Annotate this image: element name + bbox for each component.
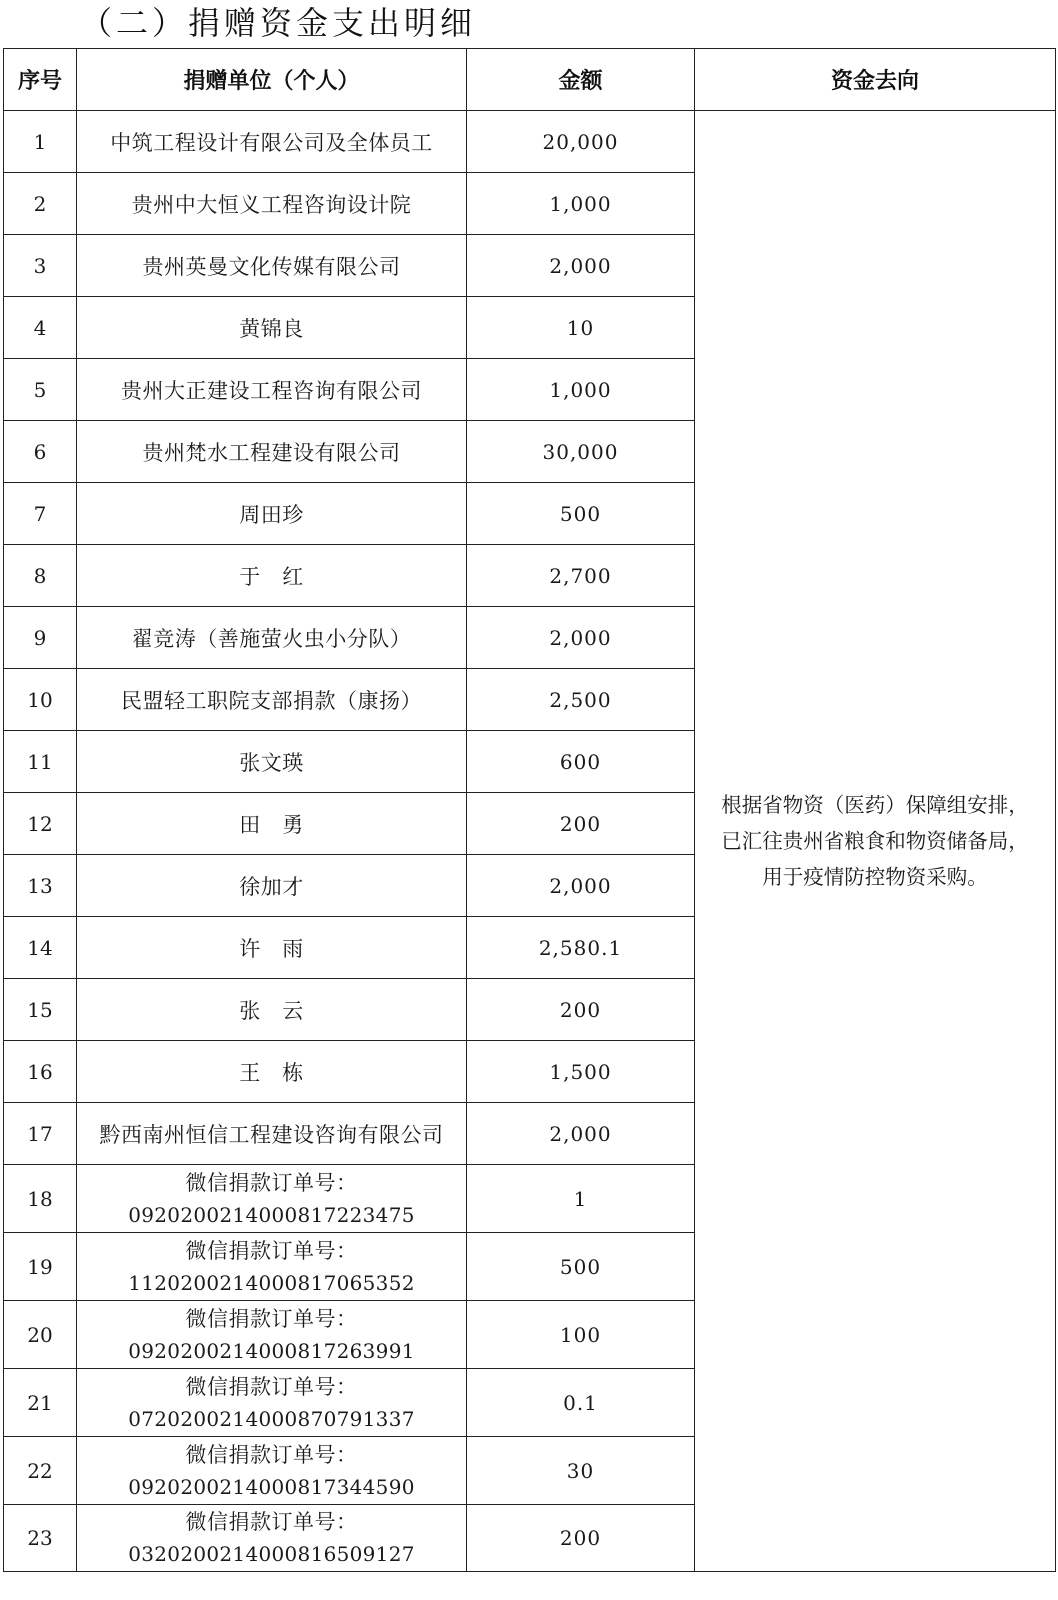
row-amount: 30,000 xyxy=(467,421,695,483)
row-seq: 19 xyxy=(4,1233,77,1301)
row-donor: 张文瑛 xyxy=(77,731,467,793)
row-amount: 200 xyxy=(467,979,695,1041)
wechat-order-number: 0320200214000816509127 xyxy=(128,1542,415,1566)
row-seq: 4 xyxy=(4,297,77,359)
wechat-order-number: 1120200214000817065352 xyxy=(128,1270,415,1295)
header-amount: 金额 xyxy=(467,49,695,111)
wechat-order-label: 微信捐款订单号： xyxy=(185,1442,358,1467)
row-seq: 8 xyxy=(4,545,77,607)
row-donor xyxy=(77,1505,467,1572)
wechat-order-number: 0720200214000870791337 xyxy=(128,1406,415,1431)
row-donor: 王 栋 xyxy=(77,1041,467,1103)
row-amount: 1,500 xyxy=(467,1041,695,1103)
row-donor: 黔西南州恒信工程建设咨询有限公司 xyxy=(77,1103,467,1165)
row-donor: 田 勇 xyxy=(77,793,467,855)
row-donor: 张 云 xyxy=(77,979,467,1041)
row-seq: 15 xyxy=(4,979,77,1041)
row-seq: 18 xyxy=(4,1165,77,1233)
row-seq: 13 xyxy=(4,855,77,917)
fund-purpose-cell xyxy=(695,111,1056,1572)
row-seq: 7 xyxy=(4,483,77,545)
row-amount: 1,000 xyxy=(467,359,695,421)
row-donor: 贵州中大恒义工程咨询设计院 xyxy=(77,173,467,235)
fund-purpose-line: 用于疫情防控物资采购。 xyxy=(762,865,988,889)
donation-expenditure-table xyxy=(3,48,1056,1572)
row-amount: 2,000 xyxy=(467,855,695,917)
row-donor: 周田珍 xyxy=(77,483,467,545)
fund-purpose-line: 已汇往贵州省粮食和物资储备局， xyxy=(721,829,1029,853)
row-amount: 2,580.1 xyxy=(467,917,695,979)
row-seq: 10 xyxy=(4,669,77,731)
wechat-order-label: 微信捐款订单号： xyxy=(185,1238,358,1263)
row-seq: 22 xyxy=(4,1437,77,1505)
row-donor: 民盟轻工职院支部捐款（康扬） xyxy=(77,669,467,731)
row-donor: 黄锦良 xyxy=(77,297,467,359)
row-seq: 21 xyxy=(4,1369,77,1437)
row-seq: 23 xyxy=(4,1505,77,1572)
row-donor: 许 雨 xyxy=(77,917,467,979)
row-seq: 6 xyxy=(4,421,77,483)
page-heading: （二）捐赠资金支出明细 xyxy=(80,4,477,42)
wechat-order-number: 0920200214000817344590 xyxy=(128,1474,415,1499)
row-donor xyxy=(77,1369,467,1437)
fund-purpose-line: 根据省物资（医药）保障组安排， xyxy=(721,793,1029,817)
row-donor xyxy=(77,1233,467,1301)
row-donor: 于 红 xyxy=(77,545,467,607)
row-amount: 2,000 xyxy=(467,1103,695,1165)
row-donor xyxy=(77,1165,467,1233)
table-header-row xyxy=(4,49,1056,111)
row-amount: 1 xyxy=(467,1165,695,1233)
row-amount: 100 xyxy=(467,1301,695,1369)
row-donor: 贵州梵水工程建设有限公司 xyxy=(77,421,467,483)
row-amount: 2,000 xyxy=(467,607,695,669)
row-seq: 2 xyxy=(4,173,77,235)
wechat-order-label: 微信捐款订单号： xyxy=(185,1374,358,1399)
row-amount: 200 xyxy=(467,793,695,855)
row-donor: 徐加才 xyxy=(77,855,467,917)
row-donor xyxy=(77,1437,467,1505)
row-amount: 500 xyxy=(467,1233,695,1301)
row-seq: 5 xyxy=(4,359,77,421)
wechat-order-number: 0920200214000817263991 xyxy=(128,1338,415,1363)
wechat-order-label: 微信捐款订单号： xyxy=(185,1170,358,1195)
wechat-order-label: 微信捐款订单号： xyxy=(185,1306,358,1331)
header-seq: 序号 xyxy=(4,49,77,111)
row-amount: 2,000 xyxy=(467,235,695,297)
wechat-order-label: 微信捐款订单号： xyxy=(185,1510,358,1534)
row-seq: 14 xyxy=(4,917,77,979)
row-amount: 200 xyxy=(467,1505,695,1572)
row-amount: 30 xyxy=(467,1437,695,1505)
row-donor: 贵州大正建设工程咨询有限公司 xyxy=(77,359,467,421)
row-amount: 20,000 xyxy=(467,111,695,173)
row-amount: 10 xyxy=(467,297,695,359)
row-seq: 1 xyxy=(4,111,77,173)
row-seq: 20 xyxy=(4,1301,77,1369)
wechat-order-number: 0920200214000817223475 xyxy=(128,1202,415,1227)
row-amount: 0.1 xyxy=(467,1369,695,1437)
row-amount: 500 xyxy=(467,483,695,545)
row-seq: 9 xyxy=(4,607,77,669)
row-seq: 16 xyxy=(4,1041,77,1103)
row-seq: 3 xyxy=(4,235,77,297)
row-amount: 2,700 xyxy=(467,545,695,607)
row-amount: 2,500 xyxy=(467,669,695,731)
row-amount: 600 xyxy=(467,731,695,793)
header-purpose: 资金去向 xyxy=(695,49,1056,111)
row-seq: 17 xyxy=(4,1103,77,1165)
row-donor: 贵州英曼文化传媒有限公司 xyxy=(77,235,467,297)
row-donor: 翟竞涛（善施萤火虫小分队） xyxy=(77,607,467,669)
table-row xyxy=(4,111,1056,173)
row-amount: 1,000 xyxy=(467,173,695,235)
row-seq: 12 xyxy=(4,793,77,855)
row-donor xyxy=(77,1301,467,1369)
row-donor: 中筑工程设计有限公司及全体员工 xyxy=(77,111,467,173)
row-seq: 11 xyxy=(4,731,77,793)
header-donor: 捐赠单位（个人） xyxy=(77,49,467,111)
